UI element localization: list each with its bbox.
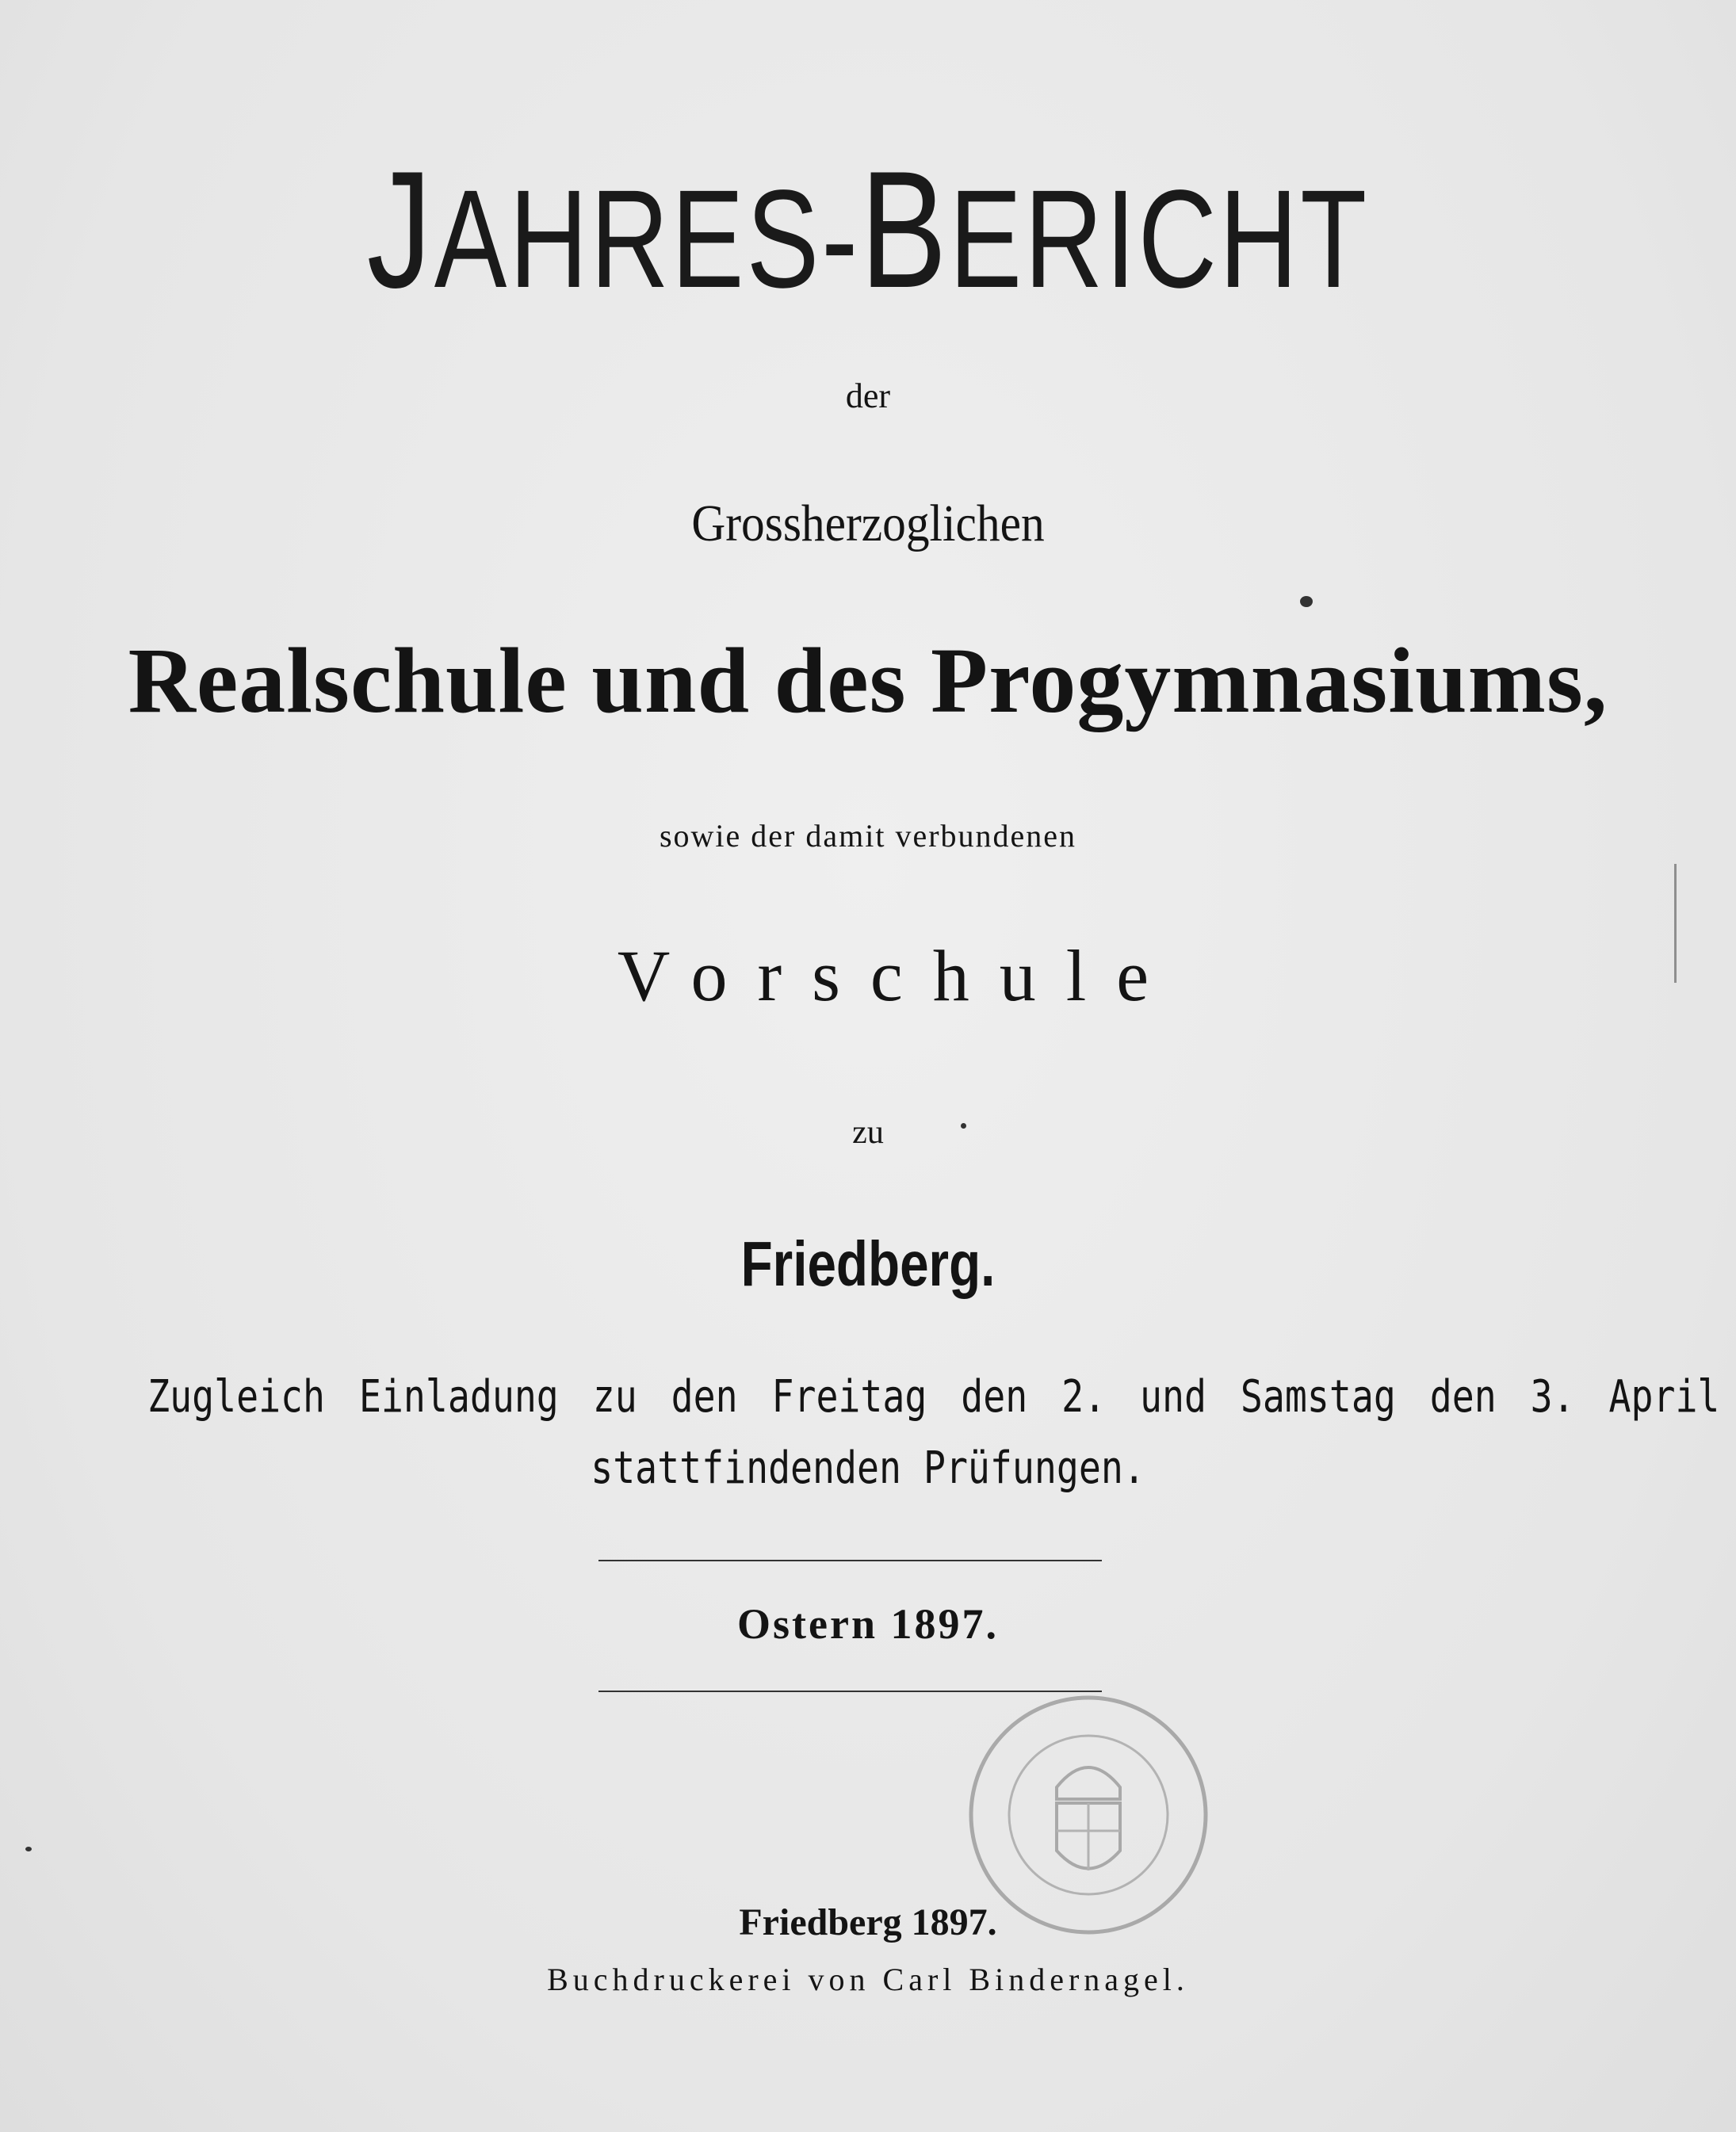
- text-zu: zu: [852, 1114, 884, 1151]
- ink-speck: [1300, 596, 1313, 607]
- text-grossherzoglichen: Grossherzoglichen: [691, 495, 1045, 552]
- title-part-1: AHRES-: [434, 162, 861, 317]
- text-der: der: [845, 376, 891, 415]
- date-line: Ostern 1897.: [737, 1600, 999, 1648]
- page-edge-mark: [1674, 864, 1677, 983]
- printer-name: Buchdruckerei von Carl Bindernagel.: [547, 1962, 1189, 1997]
- invitation-line-2: stattfindenden Prüfungen.: [591, 1442, 1145, 1494]
- invitation-line-1: Zugleich Einladung zu den Freitag den 2. und Samstag den 3. April: [147, 1371, 1720, 1423]
- place-name: Friedberg.: [740, 1228, 996, 1299]
- title-initial-2: B: [860, 136, 950, 323]
- imprint-place: Friedberg 1897.: [739, 1901, 997, 1943]
- text-sowie: sowie der damit verbundenen: [659, 818, 1077, 854]
- school-names: Realschule und des Progymnasiums,: [128, 629, 1608, 732]
- title-initial-1: J: [366, 136, 434, 323]
- title-part-2: ERICHT: [949, 162, 1370, 317]
- ink-speck: [25, 1847, 32, 1851]
- text-vorschule: Vorschule: [617, 935, 1180, 1016]
- divider-top: [598, 1560, 1102, 1561]
- ink-speck: [961, 1123, 966, 1129]
- page-title: [191, 136, 1545, 323]
- crest-stamp-icon: [966, 1692, 1211, 1938]
